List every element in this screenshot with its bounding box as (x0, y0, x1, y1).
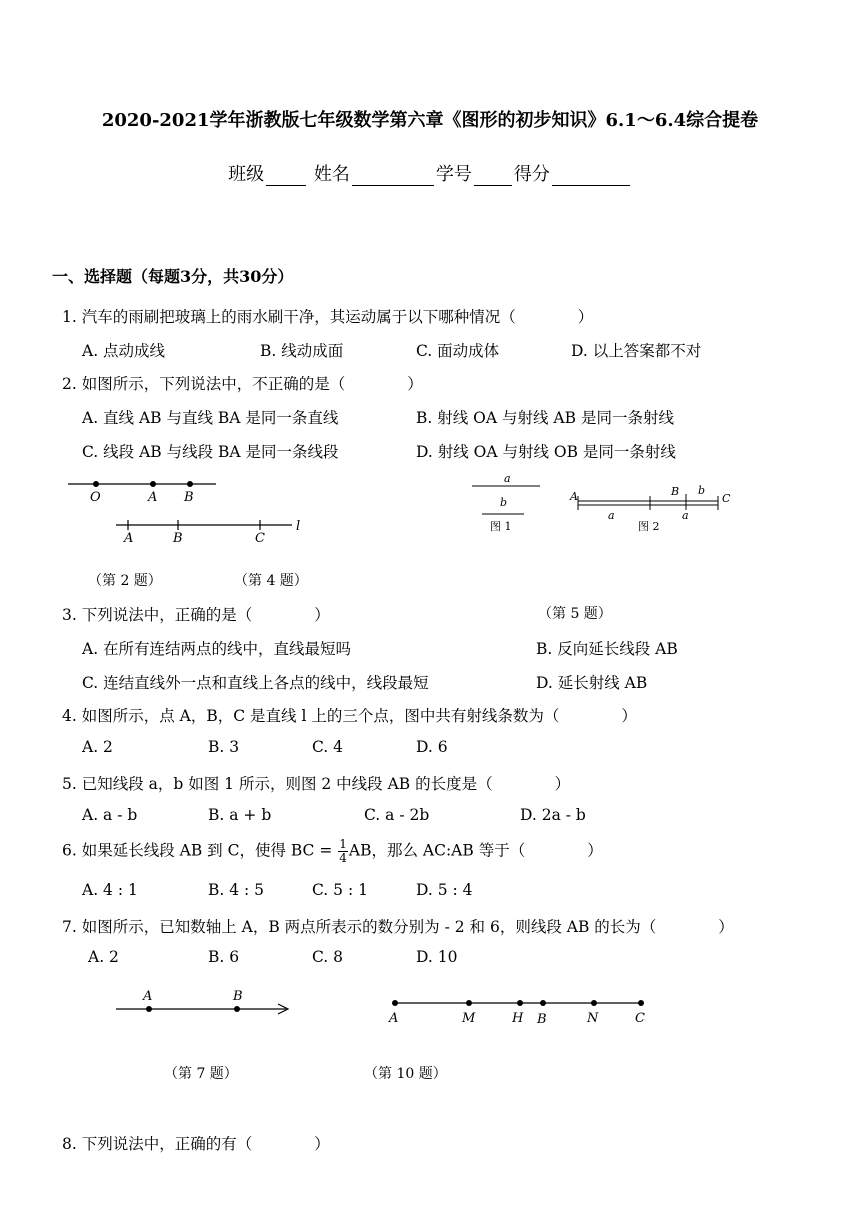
question-7-stem: 7. 如图所示，已知数轴上 A，B 两点所表示的数分别为 - 2 和 6，则线段 AB 的长为（ ） (62, 918, 734, 936)
q6-option-a: A. 4 : 1 (82, 881, 138, 899)
label-a: A (389, 1011, 399, 1026)
fig2-point-c: C (722, 492, 731, 505)
fig1-label-b: b (500, 496, 508, 509)
fig2-point-a: A (570, 490, 578, 503)
label-b: B (184, 490, 194, 505)
question-1-stem: 1. 汽车的雨刷把玻璃上的雨水刷干净，其运动属于以下哪种情况（ ） (62, 308, 594, 326)
q6-option-d: D. 5 : 4 (416, 881, 473, 899)
q3-option-c: C. 连结直线外一点和直线上各点的线中，线段最短 (82, 674, 429, 692)
caption-q4: （第 4 题） (234, 573, 308, 589)
figure-q7 (110, 985, 300, 1025)
label-o: O (90, 490, 101, 505)
q6-stem-pre: 6. 如果延长线段 AB 到 C，使得 BC = (62, 841, 338, 860)
class-blank (266, 167, 306, 186)
fraction-numerator: 1 (339, 837, 347, 851)
label-b: B (233, 989, 243, 1004)
caption-q5: （第 5 题） (538, 606, 612, 622)
name-label: 姓名 (313, 164, 350, 185)
id-blank (474, 167, 512, 186)
q1-option-c: C. 面动成体 (416, 342, 500, 360)
q3-option-a: A. 在所有连结两点的线中，直线最短吗 (82, 640, 352, 658)
q5-option-c: C. a - 2b (364, 806, 430, 824)
id-label: 学号 (435, 164, 472, 185)
figure-q2-q4 (60, 470, 320, 550)
q3-option-d: D. 延长射线 AB (536, 674, 648, 692)
q2-option-b: B. 射线 OA 与射线 AB 是同一条射线 (416, 409, 674, 427)
student-info-line (0, 160, 860, 186)
label-l-c: C (255, 531, 265, 546)
q1-option-b: B. 线动成面 (260, 342, 344, 360)
q6-option-c: C. 5 : 1 (312, 881, 368, 899)
q6-option-b: B. 4 : 5 (208, 881, 265, 899)
label-l-a: A (124, 531, 134, 546)
fig2-seg-a1: a (608, 509, 615, 522)
figure-q5 (460, 468, 740, 538)
label-a: A (143, 989, 153, 1004)
q5-option-a: A. a - b (82, 806, 138, 824)
q7-option-d: D. 10 (416, 948, 458, 966)
class-label: 班级 (228, 164, 265, 185)
fig2-seg-b: b (698, 484, 706, 497)
fig2-point-b: B (671, 485, 680, 498)
point-c (638, 1000, 644, 1006)
q2-option-c: C. 线段 AB 与线段 BA 是同一条线段 (82, 443, 339, 461)
point-m (466, 1000, 472, 1006)
fraction-denominator: 4 (339, 851, 347, 865)
q2-option-a: A. 直线 AB 与直线 BA 是同一条直线 (82, 409, 339, 427)
q5-option-b: B. a + b (208, 806, 272, 824)
point-b (234, 1006, 240, 1012)
q7-option-c: C. 8 (312, 948, 344, 966)
caption-q2: （第 2 题） (88, 573, 162, 589)
question-3-stem: 3. 下列说法中，正确的是（ ） (62, 606, 330, 624)
fig2-caption: 图 2 (638, 520, 660, 533)
caption-q10: （第 10 题） (364, 1066, 447, 1082)
q1-option-a: A. 点动成线 (82, 342, 166, 360)
q1-option-d: D. 以上答案都不对 (571, 342, 702, 360)
question-8-stem: 8. 下列说法中，正确的有（ ） (62, 1135, 330, 1153)
point-b (540, 1000, 546, 1006)
fig2-seg-a2: a (682, 509, 689, 522)
label-n: N (587, 1011, 599, 1026)
figure-q10 (385, 992, 655, 1028)
point-a (150, 481, 156, 487)
score-blank (552, 167, 630, 186)
q4-option-d: D. 6 (416, 738, 448, 756)
point-n (591, 1000, 597, 1006)
q4-option-b: B. 3 (208, 738, 240, 756)
section-title: 一、选择题（每题3分，共30分） (52, 267, 294, 286)
label-h: H (512, 1011, 524, 1026)
label-a: A (148, 490, 158, 505)
q7-option-b: B. 6 (208, 948, 240, 966)
point-b (187, 481, 193, 487)
page-title: 2020-2021学年浙教版七年级数学第六章《图形的初步知识》6.1～6.4综合提卷 (101, 110, 759, 131)
fig1-caption: 图 1 (490, 520, 512, 533)
q7-option-a: A. 2 (88, 948, 119, 966)
q2-option-d: D. 射线 OA 与射线 OB 是同一条射线 (416, 443, 676, 461)
label-l-b: B (173, 531, 183, 546)
point-a (146, 1006, 152, 1012)
label-line-l: l (296, 519, 301, 534)
point-a (392, 1000, 398, 1006)
q4-option-c: C. 4 (312, 738, 344, 756)
label-m: M (462, 1011, 476, 1026)
question-4-stem: 4. 如图所示，点 A，B，C 是直线 l 上的三个点，图中共有射线条数为（ ） (62, 707, 637, 725)
q4-option-a: A. 2 (82, 738, 113, 756)
question-5-stem: 5. 已知线段 a，b 如图 1 所示，则图 2 中线段 AB 的长度是（ ） (62, 775, 571, 793)
question-2-stem: 2. 如图所示，下列说法中，不正确的是（ ） (62, 375, 423, 393)
label-b: B (537, 1012, 547, 1027)
q6-fraction (338, 838, 348, 865)
q6-stem-post: AB，那么 AC:AB 等于（ ） (348, 841, 603, 860)
fig1-label-a: a (504, 472, 511, 485)
point-o (93, 481, 99, 487)
caption-q7: （第 7 题） (164, 1066, 238, 1082)
q3-option-b: B. 反向延长线段 AB (536, 640, 678, 658)
score-label: 得分 (513, 164, 550, 185)
q5-option-d: D. 2a - b (520, 806, 586, 824)
question-6-stem (62, 838, 603, 865)
name-blank (352, 167, 434, 186)
label-c: C (635, 1011, 645, 1026)
point-h (517, 1000, 523, 1006)
